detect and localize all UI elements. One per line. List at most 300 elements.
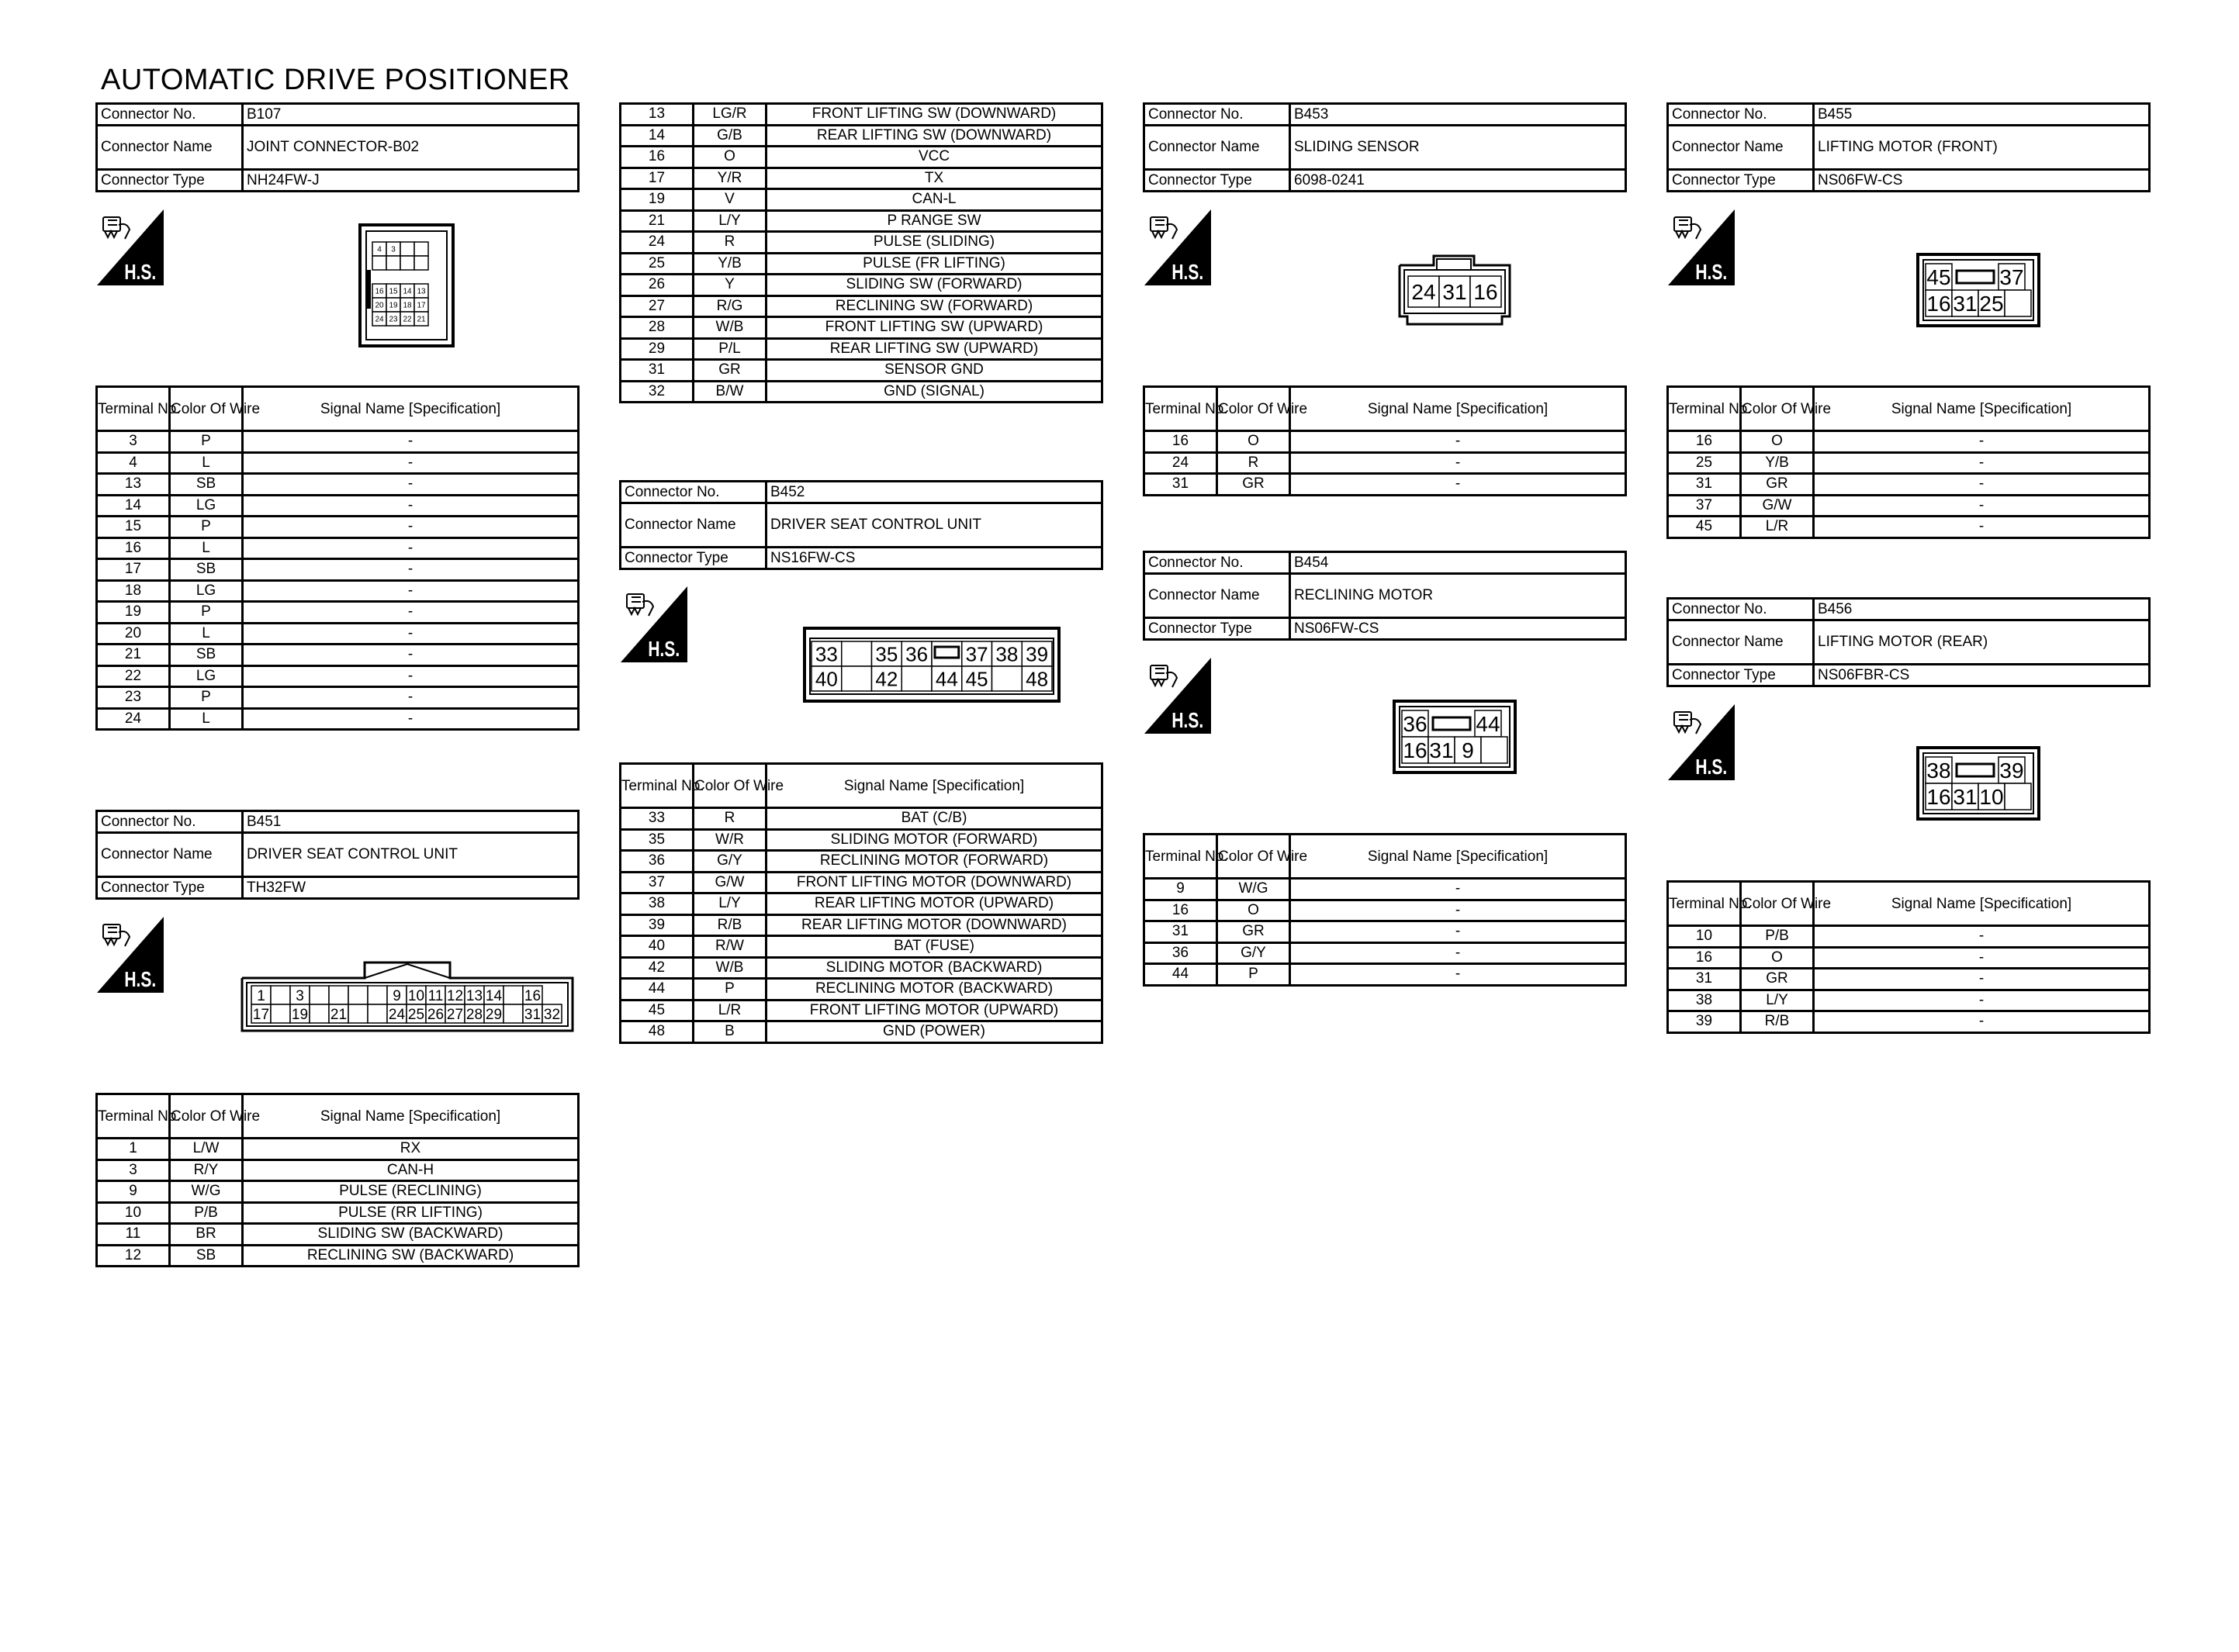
terminal-no-cell: 37 [1668,495,1741,517]
terminal-no-cell: 15 [97,517,170,538]
table-row [97,517,579,538]
table-row [97,665,579,687]
pin-cavity [348,986,368,1004]
terminal-no-cell: 16 [97,537,170,559]
terminal-no-cell: 36 [1144,942,1217,964]
connector-no-label: Connector No. [1144,104,1290,126]
table-row [97,687,579,709]
connector-type-value: NH24FW-J [243,170,579,192]
terminal-no-cell: 38 [621,893,694,915]
terminal-no-cell: 21 [621,210,694,232]
signal-name-cell: TX [767,168,1102,189]
wire-color-cell: W/G [170,1181,243,1203]
connector-no-label: Connector No. [97,104,243,126]
terminal-no-cell: 18 [97,580,170,602]
pin-cavity [842,666,872,691]
signal-name-cell: SLIDING SW (BACKWARD) [243,1224,579,1246]
pin-number: 23 [389,315,398,324]
terminal-no-header: Terminal No. [97,387,170,431]
connector-name-label: Connector Name [621,503,767,548]
wire-color-header: Color Of Wire [1741,882,1814,926]
connector-hand-icon [103,924,130,946]
connector-face-b452-drawing [803,627,1061,703]
wire-color-cell: BR [170,1224,243,1246]
connector-hand-icon [1674,217,1701,239]
signal-name-cell: - [243,645,579,666]
pin-number: 39 [1999,759,2024,783]
terminal-no-cell: 4 [97,452,170,474]
wire-color-cell: P [694,979,767,1001]
terminal-no-cell: 9 [97,1181,170,1203]
terminal-no-cell: 32 [621,381,694,403]
wire-color-cell: B [694,1021,767,1043]
connector-name-value: LIFTING MOTOR (FRONT) [1814,126,2150,170]
hs-label: H.S. [1695,261,1728,285]
connector-type-label: Connector Type [1668,170,1814,192]
signal-name-cell: REAR LIFTING MOTOR (DOWNWARD) [767,914,1102,936]
wire-color-header: Color Of Wire [1217,387,1290,431]
signal-name-cell: RECLINING MOTOR (BACKWARD) [767,979,1102,1001]
wire-color-cell: R [694,232,767,254]
wire-color-cell: GR [694,360,767,382]
wire-color-cell: W/B [694,957,767,979]
connector-no-value: B451 [243,811,579,833]
wire-color-cell: W/R [694,829,767,851]
pin-number: 21 [417,315,426,324]
table-row [621,829,1102,851]
wire-color-header: Color Of Wire [694,764,767,808]
pin-number: 3 [391,245,396,254]
pin-number: 37 [965,642,988,666]
pin-number: 45 [1926,265,1951,290]
table-row [621,979,1102,1001]
signal-name-cell: - [1814,517,2150,538]
connector-info-b455 [1666,102,2151,192]
terminal-no-cell: 24 [1144,452,1217,474]
wire-color-cell: L/W [170,1139,243,1160]
pin-number: 31 [1429,738,1454,763]
table-row [621,125,1102,147]
hs-label: H.S. [1695,755,1728,779]
pin-number: 44 [1476,712,1500,737]
hs-icon [1143,656,1213,735]
pin-number: 39 [1026,642,1049,666]
pin-number: 13 [417,287,426,296]
table-row [1144,942,1626,964]
terminal-table-b454 [1143,833,1627,987]
wire-color-cell: B/W [694,381,767,403]
table-row [1144,964,1626,986]
connector-type-value: NS06FW-CS [1290,618,1626,640]
signal-name-cell: - [1814,926,2150,948]
table-row [97,1160,579,1181]
pin-cavity [2005,290,2031,316]
table-row [621,168,1102,189]
table-row [1668,495,2150,517]
wire-color-cell: G/B [694,125,767,147]
pin-number: 12 [446,987,464,1004]
connector-name-value: SLIDING SENSOR [1290,126,1626,170]
signal-name-cell: FRONT LIFTING SW (DOWNWARD) [767,104,1102,126]
wire-color-cell: W/B [694,317,767,339]
table-row [621,1021,1102,1043]
terminal-no-cell: 12 [97,1245,170,1267]
pin-number: 9 [393,987,401,1004]
pin-cavity [310,1004,329,1023]
table-row [1668,452,2150,474]
pin-cavity [504,1004,523,1023]
terminal-no-cell: 45 [621,1000,694,1021]
pin-number: 24 [388,1006,406,1023]
terminal-no-cell: 39 [621,914,694,936]
signal-name-cell: - [243,452,579,474]
terminal-no-cell: 16 [1144,431,1217,453]
wire-color-header: Color Of Wire [1741,387,1814,431]
table-row [1668,474,2150,496]
terminal-no-cell: 19 [97,602,170,624]
connector-face-b453-drawing [1389,253,1521,326]
table-row [97,1139,579,1160]
signal-name-cell: RECLINING SW (BACKWARD) [243,1245,579,1267]
connector-no-label: Connector No. [1668,599,1814,620]
wire-color-cell: GR [1741,474,1814,496]
terminal-no-header: Terminal No. [621,764,694,808]
signal-name-cell: - [1814,474,2150,496]
terminal-table-b107 [95,385,580,731]
table-row [97,1202,579,1224]
signal-name-cell: - [1290,921,1626,943]
signal-name-cell: PULSE (RECLINING) [243,1181,579,1203]
terminal-no-cell: 31 [621,360,694,382]
pin-number: 18 [403,301,412,310]
latch [366,270,371,309]
terminal-no-cell: 22 [97,665,170,687]
signal-name-cell: - [1814,1011,2150,1033]
table-row [97,623,579,645]
wire-color-cell: P [170,687,243,709]
pin-number: 36 [1403,712,1427,737]
pin-number: 14 [485,987,503,1004]
connector-hand-icon [1151,665,1177,687]
connector-no-value: B453 [1290,104,1626,126]
wire-color-cell: O [1217,431,1290,453]
pin-number: 45 [965,667,988,691]
connector-face-b107-drawing [358,223,455,347]
table-row [621,1000,1102,1021]
terminal-no-cell: 25 [1668,452,1741,474]
signal-name-cell: PULSE (RR LIFTING) [243,1202,579,1224]
wire-color-cell: L [170,537,243,559]
wire-color-cell: R [694,808,767,830]
table-row [97,537,579,559]
terminal-no-cell: 19 [621,189,694,211]
wire-color-cell: LG [170,495,243,517]
pin-cavity [271,986,290,1004]
connector-no-value: B455 [1814,104,2150,126]
connector-info-b454 [1143,551,1627,641]
table-row [1668,969,2150,990]
connector-info-b456 [1666,597,2151,687]
terminal-no-cell: 1 [97,1139,170,1160]
terminal-no-cell: 16 [1668,947,1741,969]
terminal-no-cell: 9 [1144,879,1217,900]
signal-name-cell: - [1814,452,2150,474]
pin-number: 16 [375,287,384,296]
pin-number: 48 [1026,667,1049,691]
table-row [1668,947,2150,969]
signal-name-cell: PULSE (SLIDING) [767,232,1102,254]
connector-no-value: B454 [1290,552,1626,574]
pin-cavity [400,256,414,270]
wire-color-cell: G/W [1741,495,1814,517]
table-row [97,474,579,496]
signal-name-cell: - [1814,947,2150,969]
pin-cavity [372,256,386,270]
connector-no-label: Connector No. [621,482,767,503]
signal-name-header: Signal Name [Specification] [1814,882,2150,926]
hs-icon [619,585,689,664]
connector-no-label: Connector No. [1144,552,1290,574]
wire-color-cell: P/L [694,338,767,360]
signal-name-cell: - [1290,879,1626,900]
table-row [1144,921,1626,943]
wire-color-cell: P/B [1741,926,1814,948]
terminal-no-cell: 24 [621,232,694,254]
pin-number: 36 [905,642,929,666]
signal-name-cell: RECLINING MOTOR (FORWARD) [767,851,1102,873]
pin-number: 24 [375,315,384,324]
pin-number: 26 [427,1006,445,1023]
signal-name-header: Signal Name [Specification] [243,387,579,431]
terminal-no-cell: 38 [1668,990,1741,1011]
terminal-no-cell: 44 [621,979,694,1001]
wire-color-cell: GR [1741,969,1814,990]
pin-number: 29 [485,1006,503,1023]
terminal-no-header: Terminal No. [1144,835,1217,879]
wire-color-cell: P [170,517,243,538]
signal-name-cell: P RANGE SW [767,210,1102,232]
wire-color-cell: G/Y [694,851,767,873]
terminal-no-cell: 27 [621,295,694,317]
wire-color-cell: L [170,452,243,474]
pin-number: 15 [389,287,398,296]
signal-name-cell: SLIDING MOTOR (FORWARD) [767,829,1102,851]
latch [1957,764,1994,776]
table-row [621,338,1102,360]
pin-number: 32 [543,1006,561,1023]
terminal-no-cell: 28 [621,317,694,339]
connector-type-value: TH32FW [243,877,579,899]
table-row [1668,517,2150,538]
pin-number: 13 [465,987,483,1004]
terminal-no-cell: 31 [1668,474,1741,496]
wire-color-cell: O [1741,947,1814,969]
pin-number: 10 [407,987,425,1004]
pin-cavity [414,256,428,270]
connector-name-label: Connector Name [97,833,243,877]
terminal-no-cell: 29 [621,338,694,360]
wire-color-cell: Y/R [694,168,767,189]
pin-number: 38 [995,642,1019,666]
wire-color-cell: GR [1217,921,1290,943]
signal-name-cell: FRONT LIFTING MOTOR (UPWARD) [767,1000,1102,1021]
signal-name-cell: GND (POWER) [767,1021,1102,1043]
terminal-no-cell: 3 [97,1160,170,1181]
pin-cavity [348,1004,368,1023]
signal-name-header: Signal Name [Specification] [767,764,1102,808]
connector-name-value: DRIVER SEAT CONTROL UNIT [243,833,579,877]
pin-cavity [368,1004,387,1023]
pin-number: 16 [1473,280,1498,305]
wire-color-cell: R/G [694,295,767,317]
pin-number: 17 [417,301,426,310]
table-row [1144,900,1626,921]
terminal-no-cell: 14 [97,495,170,517]
table-row [621,232,1102,254]
signal-name-cell: - [243,708,579,730]
wire-color-cell: SB [170,559,243,581]
terminal-table-b455 [1666,385,2151,539]
wire-color-cell: R [1217,452,1290,474]
pin-cavity [992,666,1023,691]
wire-color-cell: L/R [1741,517,1814,538]
pin-number: 14 [403,287,412,296]
wire-color-cell: G/Y [1217,942,1290,964]
connector-type-label: Connector Type [621,548,767,569]
signal-name-cell: RX [243,1139,579,1160]
signal-name-cell: CAN-L [767,189,1102,211]
terminal-no-header: Terminal No. [97,1094,170,1139]
connector-face-b451 [241,958,574,1032]
terminal-no-cell: 17 [97,559,170,581]
terminal-no-cell: 21 [97,645,170,666]
wire-color-cell: Y/B [1741,452,1814,474]
signal-name-cell: CAN-H [243,1160,579,1181]
signal-name-cell: BAT (FUSE) [767,936,1102,958]
pin-number: 9 [1462,738,1474,763]
connector-no-label: Connector No. [97,811,243,833]
pin-number: 20 [375,301,384,310]
connector-name-label: Connector Name [1668,126,1814,170]
signal-name-cell: - [1290,452,1626,474]
signal-name-cell: - [1290,474,1626,496]
wire-color-cell: L/Y [1741,990,1814,1011]
signal-name-cell: REAR LIFTING MOTOR (UPWARD) [767,893,1102,915]
connector-name-value: DRIVER SEAT CONTROL UNIT [767,503,1102,548]
signal-name-cell: VCC [767,147,1102,168]
terminal-table-b451 [95,1093,580,1267]
table-row [621,253,1102,275]
signal-name-cell: GND (SIGNAL) [767,381,1102,403]
signal-name-cell: - [1290,942,1626,964]
connector-type-value: 6098-0241 [1290,170,1626,192]
table-row [97,1245,579,1267]
wire-color-cell: W/G [1217,879,1290,900]
terminal-no-header: Terminal No. [1668,882,1741,926]
connector-hand-icon [103,217,130,239]
pin-number: 22 [403,315,412,324]
connector-hand-icon [627,594,653,616]
pin-cavity [1481,737,1507,763]
pin-number: 19 [291,1006,309,1023]
terminal-no-cell: 31 [1668,969,1741,990]
terminal-no-cell: 33 [621,808,694,830]
pin-number: 31 [524,1006,542,1023]
wire-color-cell: O [694,147,767,168]
pin-number: 17 [252,1006,270,1023]
pin-cavity [271,1004,290,1023]
signal-name-cell: - [1814,431,2150,453]
pin-cavity [901,666,932,691]
pin-number: 37 [1999,265,2024,290]
signal-name-cell: FRONT LIFTING SW (UPWARD) [767,317,1102,339]
pin-number: 25 [1979,292,2004,316]
terminal-table-b451-continued [619,102,1103,403]
connector-type-label: Connector Type [1144,170,1290,192]
pin-cavity [842,641,872,666]
signal-name-cell: - [1814,495,2150,517]
hs-icon [1143,208,1213,287]
signal-name-header: Signal Name [Specification] [243,1094,579,1139]
wire-color-cell: R/W [694,936,767,958]
terminal-no-cell: 44 [1144,964,1217,986]
wire-color-cell: L/R [694,1000,767,1021]
terminal-no-cell: 16 [621,147,694,168]
wire-color-header: Color Of Wire [1217,835,1290,879]
pin-number: 28 [465,1006,483,1023]
terminal-no-cell: 31 [1144,474,1217,496]
signal-name-cell: - [1814,990,2150,1011]
terminal-no-cell: 20 [97,623,170,645]
table-row [97,645,579,666]
wire-color-cell: SB [170,1245,243,1267]
wire-color-cell: G/W [694,872,767,893]
connector-no-value: B456 [1814,599,2150,620]
signal-name-cell: - [243,623,579,645]
signal-name-cell: - [243,537,579,559]
terminal-no-cell: 14 [621,125,694,147]
pin-number: 42 [875,667,898,691]
connector-face-b454-drawing [1393,700,1517,774]
connector-face-b454 [1393,700,1517,774]
terminal-table-b456 [1666,880,2151,1034]
table-row [97,1224,579,1246]
table-row [97,495,579,517]
connector-info-b451 [95,810,580,900]
pin-number: 31 [1442,280,1467,305]
connector-face-b455 [1916,253,2040,327]
terminal-no-cell: 11 [97,1224,170,1246]
hs-icon [1666,703,1736,782]
signal-name-cell: REAR LIFTING SW (DOWNWARD) [767,125,1102,147]
signal-name-header: Signal Name [Specification] [1290,835,1626,879]
signal-name-cell: - [243,580,579,602]
connector-info-b452 [619,480,1103,570]
terminal-no-cell: 13 [97,474,170,496]
table-row [97,1181,579,1203]
terminal-no-cell: 10 [1668,926,1741,948]
connector-face-b456-drawing [1916,746,2040,821]
pin-number: 31 [1953,292,1978,316]
connector-type-value: NS16FW-CS [767,548,1102,569]
wire-color-cell: P [1217,964,1290,986]
table-row [1144,474,1626,496]
hs-label: H.S. [648,638,680,662]
terminal-no-cell: 26 [621,275,694,296]
wire-color-cell: GR [1217,474,1290,496]
pin-number: 10 [1979,785,2004,810]
connector-face-b453 [1389,253,1521,326]
